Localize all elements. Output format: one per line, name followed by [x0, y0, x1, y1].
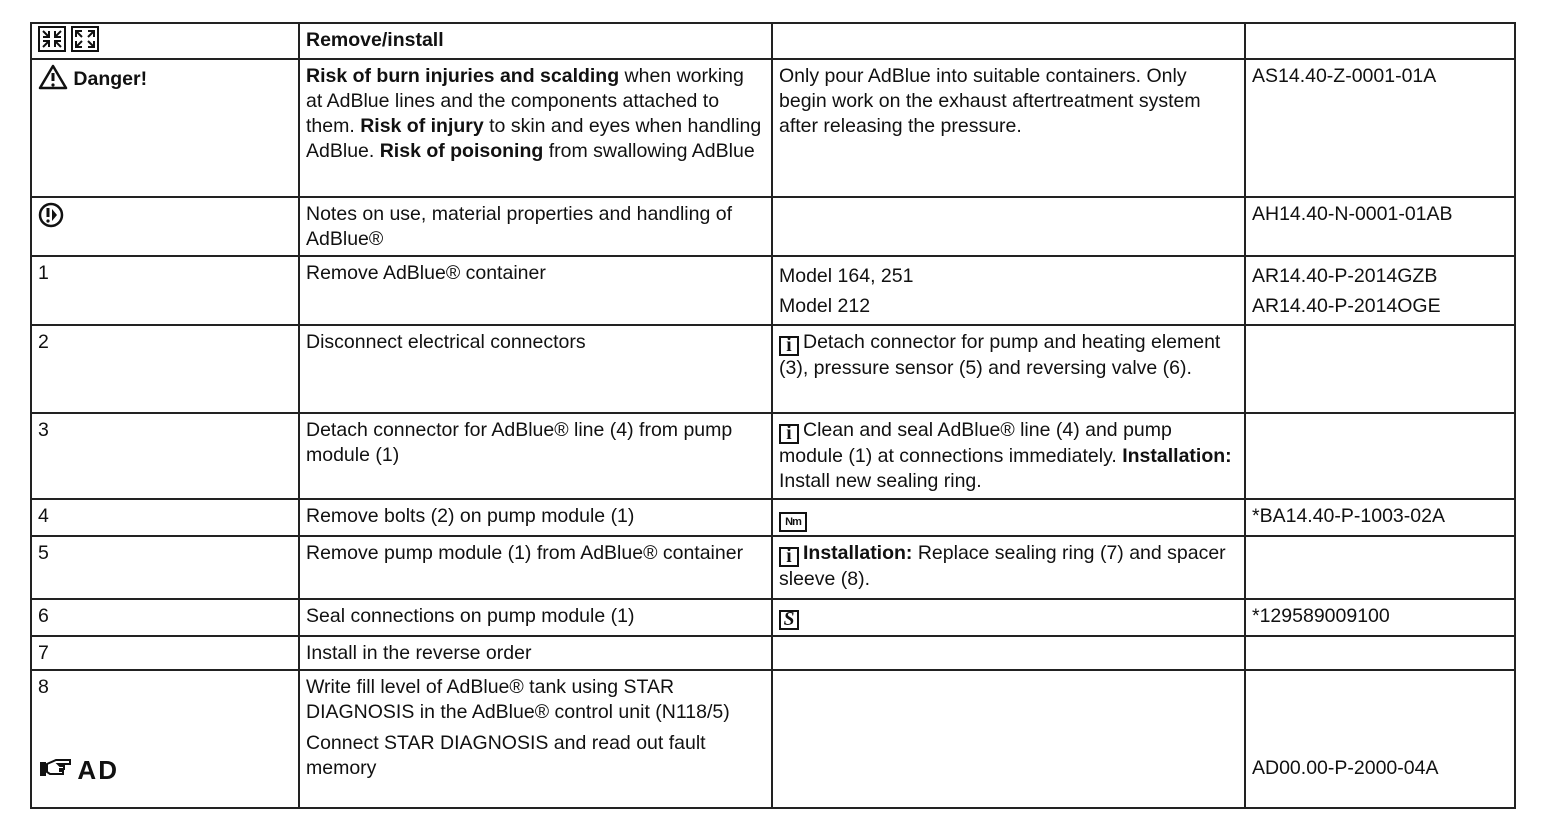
step-empty-cell: [1245, 636, 1515, 670]
step-models-cell: [772, 256, 1245, 325]
remove-icon: [38, 26, 66, 52]
info-icon: i: [779, 336, 799, 356]
step-refs-cell: [1245, 256, 1515, 325]
diagnosis-text: Connect STAR DIAGNOSIS and read out fault memory: [306, 732, 706, 779]
ref-a: AR14.40-P-2014GZB: [1252, 265, 1438, 287]
step-number: 1: [31, 256, 299, 325]
step-text: Seal connections on pump module (1): [299, 599, 772, 636]
installation-text: Replace sealing ring (7) and spacer sleeve (8).: [779, 542, 1226, 590]
step-empty-cell: [772, 636, 1245, 670]
header-empty-cell: [772, 23, 1245, 59]
step-empty-cell: [1245, 413, 1515, 499]
danger-ref: AS14.40-Z-0001-01A: [1245, 59, 1515, 197]
header-row: [31, 23, 1515, 59]
step-info-cell: [772, 536, 1245, 599]
installation-text: Install new sealing ring.: [779, 470, 982, 492]
step-row-3: [31, 413, 1515, 499]
notes-ref: AH14.40-N-0001-01AB: [1245, 197, 1515, 256]
notes-text: Notes on use, material properties and handling of AdBlue®: [299, 197, 772, 256]
step-text: Detach connector for AdBlue® line (4) from pump module (1): [299, 413, 772, 499]
diagnosis-label: AD: [77, 755, 119, 785]
header-empty-cell: [1245, 23, 1515, 59]
step-ref: *129589009100: [1245, 599, 1515, 636]
danger-row: [31, 59, 1515, 197]
model-a: Model 164, 251: [779, 265, 914, 287]
torque-icon: Nm: [779, 512, 807, 532]
step-row-4: [31, 499, 1515, 536]
step-row-2: [31, 325, 1515, 413]
step-8-ref-cell: [1245, 670, 1515, 808]
ref-b: AR14.40-P-2014OGE: [1252, 295, 1441, 317]
step-text: Disconnect electrical connectors: [299, 325, 772, 413]
warning-triangle-icon: [38, 64, 68, 90]
danger-label-cell: [31, 59, 299, 197]
info-icon: i: [779, 547, 799, 567]
danger-measures: Only pour AdBlue into suitable containers. Only begin work on the exhaust aftertreatment system after releasing the pressure.: [772, 59, 1245, 197]
step-row-8: [31, 670, 1515, 808]
procedure-table: [30, 22, 1516, 809]
step-info: Clean and seal AdBlue® line (4) and pump module (1) at connections immediately.: [779, 419, 1172, 467]
step-number: 5: [31, 536, 299, 599]
step-row-7: [31, 636, 1515, 670]
step-text: Remove AdBlue® container: [299, 256, 772, 325]
risk-poisoning: Risk of poisoning: [379, 140, 544, 162]
install-icon: [71, 26, 99, 52]
header-title: Remove/install: [299, 23, 772, 59]
risk-injury-text: to skin and eyes when handling AdBlue.: [306, 115, 762, 162]
risk-burn: Risk of burn injuries and scalding: [306, 65, 620, 87]
step-info: Detach connector for pump and heating element (3), pressure sensor (5) and reversing valve (6).: [779, 331, 1221, 379]
info-icon: i: [779, 424, 799, 444]
diagnosis-ref: AD00.00-P-2000-04A: [1252, 757, 1439, 779]
danger-text-cell: [299, 59, 772, 197]
step-ref: *BA14.40-P-1003-02A: [1245, 499, 1515, 536]
notes-empty-cell: [772, 197, 1245, 256]
danger-label: Danger!: [73, 68, 148, 90]
notes-row: [31, 197, 1515, 256]
step-number: 3: [31, 413, 299, 499]
step-row-1: [31, 256, 1515, 325]
step-text: Remove bolts (2) on pump module (1): [299, 499, 772, 536]
step-8-label-cell: [31, 670, 299, 808]
step-number: 4: [31, 499, 299, 536]
installation-label: Installation:: [803, 542, 913, 564]
step-empty-cell: [1245, 325, 1515, 413]
step-text: Write fill level of AdBlue® tank using STAR DIAGNOSIS in the AdBlue® control unit (N118/5): [306, 676, 730, 723]
step-row-6: [31, 599, 1515, 636]
step-8-text-cell: [299, 670, 772, 808]
pointing-hand-icon: [38, 756, 72, 778]
step-empty-cell: [1245, 536, 1515, 599]
step-text: Remove pump module (1) from AdBlue® container: [299, 536, 772, 599]
model-b: Model 212: [779, 295, 871, 317]
step-info-cell: [772, 413, 1245, 499]
step-number: 6: [31, 599, 299, 636]
step-info-cell: [772, 325, 1245, 413]
sealant-icon: S: [779, 610, 799, 630]
step-text: Install in the reverse order: [299, 636, 772, 670]
header-icons-cell: [31, 23, 299, 59]
step-number: 2: [31, 325, 299, 413]
step-empty-cell: [772, 670, 1245, 808]
step-icon-cell: [772, 599, 1245, 636]
note-icon: [38, 202, 64, 228]
step-number: 7: [31, 636, 299, 670]
risk-poisoning-text: from swallowing AdBlue: [543, 140, 755, 162]
step-icon-cell: [772, 499, 1245, 536]
installation-label: Installation:: [1122, 445, 1232, 467]
step-row-5: [31, 536, 1515, 599]
risk-burn-text: when working at AdBlue lines and the components attached to them.: [306, 65, 744, 137]
step-number: 8: [38, 676, 49, 698]
notes-icon-cell: [31, 197, 299, 256]
risk-injury: Risk of injury: [360, 115, 484, 137]
